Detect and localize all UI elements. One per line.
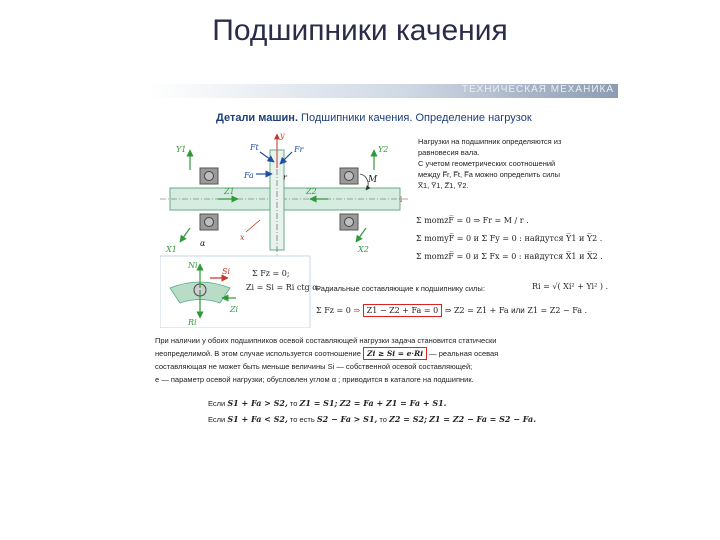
paragraph-line: составляющая не может быть меньше величины Si — собственной осевой составляющей; <box>155 362 473 371</box>
svg-text:Zi: Zi <box>230 305 239 314</box>
banner-text: ТЕХНИЧЕСКАЯ МЕХАНИКА <box>461 84 614 95</box>
intro-line: равновесия вала. <box>418 148 480 157</box>
svg-text:Y1: Y1 <box>176 145 187 154</box>
svg-text:Si: Si <box>222 267 231 276</box>
heading-bold: Детали машин. <box>216 112 298 124</box>
svg-text:Ri: Ri <box>188 318 197 327</box>
equation-2: Σ momyF̅ = 0 и Σ Fy = 0 : найдутся Y̅1 и Y̅2 . <box>416 234 603 243</box>
relation-box: Zi ≥ Si = e·Ri <box>363 347 427 360</box>
svg-text:x: x <box>240 233 245 242</box>
svg-text:Zi = Si = Ri ctg α.: Zi = Si = Ri ctg α. <box>246 283 321 292</box>
equation-1: Σ momzF̅ = 0 ⇒ Fr = M / r . <box>416 216 529 225</box>
axial-equation <box>316 306 587 315</box>
axial-or: или <box>511 306 525 315</box>
svg-text:M: M <box>368 175 378 185</box>
svg-text:Fa: Fa <box>244 171 254 180</box>
svg-text:Fr: Fr <box>294 145 304 154</box>
bearing-loads-figure <box>148 84 618 426</box>
shaft-diagram <box>160 128 410 328</box>
intro-line: Нагрузки на подшипник определяются из <box>418 137 562 146</box>
explanation-paragraph <box>155 334 617 386</box>
axial-eq-box: Z1 − Z2 + Fa = 0 <box>363 304 443 317</box>
slide-title: Подшипники качения <box>212 14 508 47</box>
intro-line: С учетом геометрических соотношений <box>418 159 556 168</box>
radial-formula: Ri = √( Xi² + Yi² ) . <box>532 282 609 291</box>
svg-text:α: α <box>200 239 206 248</box>
axial-eq-left: Σ Fz = 0 <box>316 306 351 315</box>
intro-text <box>418 136 618 191</box>
svg-text:Y2: Y2 <box>378 145 389 154</box>
intro-line: X̅1, Y̅1, Z̅1, Y̅2. <box>418 181 469 190</box>
paragraph-line <box>155 347 617 360</box>
arrow-icon: ⇒ <box>353 306 363 315</box>
svg-text:r: r <box>283 173 287 182</box>
intro-line: между F̅r, F̅t, F̅a можно определить силы <box>418 170 561 179</box>
svg-text:y: y <box>280 131 285 140</box>
radial-label: Радиальные составляющие к подшипнику силы: <box>316 284 485 293</box>
heading-rest: Подшипники качения. Определение нагрузок <box>298 112 532 124</box>
paragraph-line: При наличии у обоих подшипников осевой составляющей нагрузки задача становится статически <box>155 336 497 345</box>
svg-text:l: l <box>400 196 403 204</box>
relation-tail: — реальная осевая <box>427 349 499 358</box>
svg-text:Z1: Z1 <box>224 187 235 196</box>
paragraph-line-text: неопределимой. В этом случае используется соотношение <box>155 349 361 358</box>
svg-text:Ft: Ft <box>250 143 259 152</box>
svg-text:Z2: Z2 <box>306 187 317 196</box>
axial-eq-right: Z1 = Z2 − Fa . <box>527 306 588 315</box>
arrow-icon: ⇒ <box>444 306 454 315</box>
svg-text:Ni: Ni <box>188 261 198 270</box>
svg-text:X1: X1 <box>166 245 177 254</box>
case-1: Если S1 + Fa > S2, то Z1 = S1; Z2 = Fa + Z1 = Fa + S1. <box>208 398 447 408</box>
banner <box>148 84 618 98</box>
axial-eq-mid: Z2 = Z1 + Fa <box>453 306 509 315</box>
figure-heading <box>216 112 532 124</box>
svg-text:X2: X2 <box>358 245 369 254</box>
case-2: Если S1 + Fa < S2, то есть S2 − Fa > S1, то Z2 = S2; Z1 = Z2 − Fa = S2 − Fa. <box>208 414 536 424</box>
svg-text:Σ Fz = 0;: Σ Fz = 0; <box>252 269 290 278</box>
paragraph-line: e — параметр осевой нагрузки; обусловлен углом α ; приводится в каталоге на подшипник. <box>155 375 474 384</box>
equation-3: Σ momzF̅ = 0 и Σ Fx = 0 : найдутся X̅1 и X̅2 . <box>416 252 603 261</box>
